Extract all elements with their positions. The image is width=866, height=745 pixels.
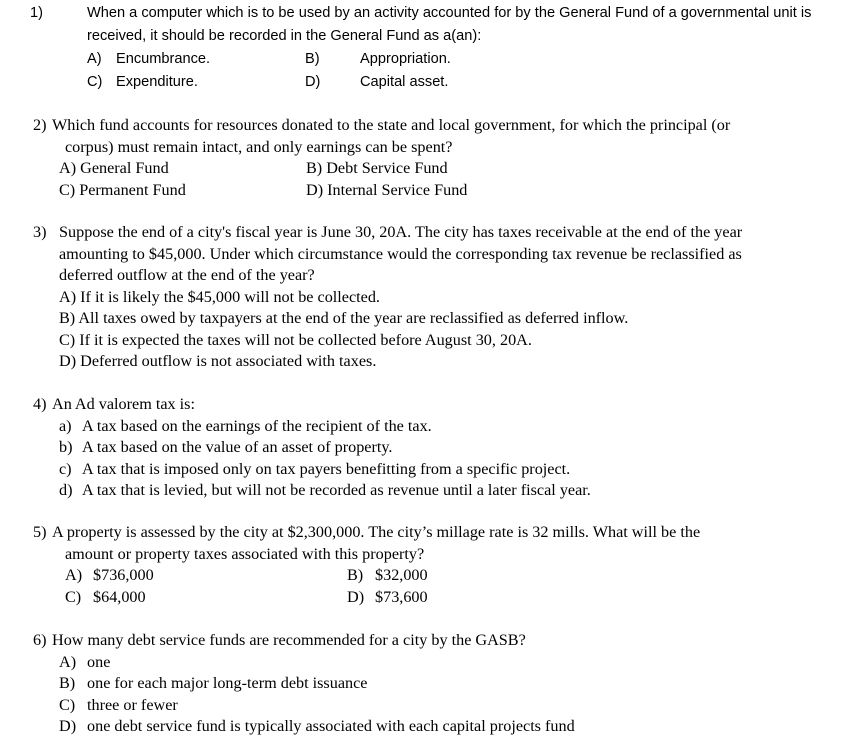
option-text: C) If it is expected the taxes will not be collected before August 30, 20A. [59,330,532,349]
option-letter: D) [305,74,321,90]
option-text: $32,000 [375,566,428,584]
option-text: A tax that is imposed only on tax payers benefitting from a specific project. [82,459,571,478]
option-letter: C) [65,587,82,606]
option-text: A tax based on the earnings of the recipient of the tax. [82,416,432,435]
option-row [0,330,866,352]
option-text: Encumbrance. [116,51,211,67]
option-text: $736,000 [93,566,154,584]
option-row [0,308,866,330]
option-text: three or fewer [87,695,178,714]
question-5 [0,522,866,608]
option-row [0,565,866,587]
option-row [0,158,866,180]
option-text: D) Deferred outflow is not associated with taxes. [59,352,377,370]
option-row [0,351,866,373]
option-letter: d) [59,481,73,499]
option-text: A) General Fund [59,159,169,177]
option-text: A) If it is likely the $45,000 will not be collected. [59,287,380,306]
option-row [0,652,866,674]
question-4 [0,394,866,502]
question-number: 6) [33,631,47,649]
question-stem-line: 6) How many debt service funds are recommended for a city by the GASB? [0,630,866,652]
question-stem-line: 4) An Ad valorem tax is: [0,394,866,416]
question-number: 3) [33,223,47,241]
option-row [0,180,866,202]
option-text: D) Internal Service Fund [306,180,468,199]
option-letter: B) [305,51,320,67]
option-text: one debt service fund is typically associated with each capital projects fund [87,717,575,735]
option-letter: D) [59,717,77,735]
option-text: B) All taxes owed by taxpayers at the end of the year are reclassified as deferred inflow. [59,309,629,327]
option-text: $73,600 [375,587,428,606]
option-letter: A) [59,652,77,671]
option-row [0,287,866,309]
question-stem-line: deferred outflow at the end of the year? [59,266,315,284]
option-letter: D) [347,587,365,606]
question-number: 1) [30,5,43,21]
option-text: Appropriation. [360,51,451,67]
option-letter: B) [347,566,364,584]
question-stem-line: When a computer which is to be used by an activity accounted for by the General Fund of a governmental unit is [87,5,812,21]
question-stem-line: amounting to $45,000. Under which circumstance would the corresponding tax revenue be reclassified as [59,244,742,263]
option-row [0,716,866,738]
option-text: B) Debt Service Fund [306,159,448,177]
option-row [0,416,866,438]
option-letter: a) [59,416,72,435]
option-letter: B) [59,674,76,692]
option-row [0,480,866,502]
question-number: 2) [33,116,47,134]
option-letter: b) [59,438,73,456]
option-text: Expenditure. [116,74,198,90]
option-text: Capital asset. [360,74,449,90]
question-2 [0,115,866,201]
option-text: $64,000 [93,587,146,606]
option-letter: C) [87,74,103,90]
option-text: one [87,652,111,671]
question-number: 4) [33,395,47,413]
question-number: 5) [33,523,47,541]
option-row [0,459,866,481]
option-row [0,71,866,94]
option-text: A tax based on the value of an asset of property. [82,438,393,456]
question-stem-line: received, it should be recorded in the General Fund as a(an): [87,28,482,44]
question-stem-line: 3) Suppose the end of a city's fiscal year is June 30, 20A. The city has taxes receivable at the end of the year [0,222,866,244]
option-row [0,587,866,609]
option-letter: A) [87,51,102,67]
option-letter: C) [59,695,76,714]
option-text: C) Permanent Fund [59,180,186,199]
option-row [0,673,866,695]
option-row [0,695,866,717]
option-row [0,437,866,459]
question-stem-line: corpus) must remain intact, and only earnings can be spent? [65,137,453,156]
option-text: A tax that is levied, but will not be recorded as revenue until a later fiscal year. [82,481,591,499]
option-text: one for each major long-term debt issuance [87,674,368,692]
question-6 [0,630,866,738]
question-1 [0,2,866,94]
question-stem-line: 5) A property is assessed by the city at $2,300,000. The city’s millage rate is 32 mills. What will be the [0,522,866,544]
option-row [0,48,866,71]
question-3 [0,222,866,373]
question-stem-line: amount or property taxes associated with this property? [65,544,425,563]
question-stem-line: 2) Which fund accounts for resources donated to the state and local government, for which the principal (or [0,115,866,137]
option-letter: c) [59,459,72,478]
option-letter: A) [65,566,83,584]
